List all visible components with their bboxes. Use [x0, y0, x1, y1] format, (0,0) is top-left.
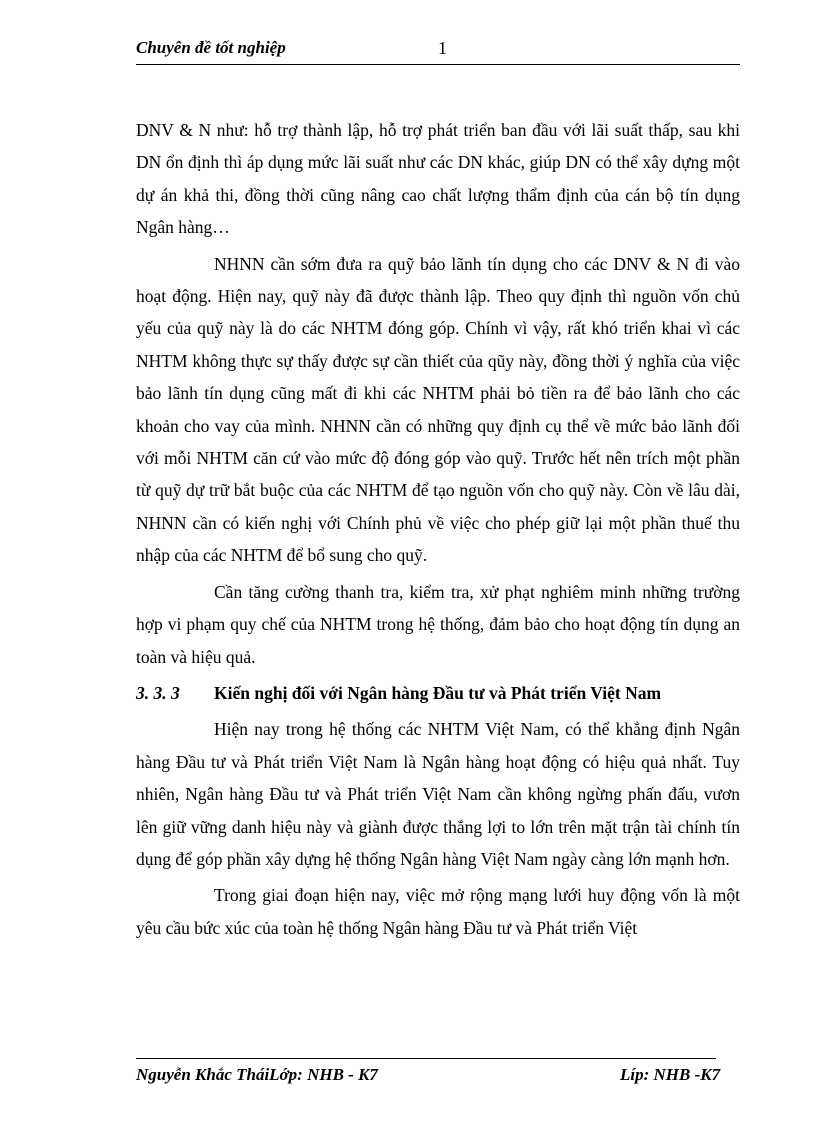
paragraph: Hiện nay trong hệ thống các NHTM Việt Nam, có thể khẳng định Ngân hàng Đầu tư và Phát triển Việt Nam là Ngân hàng hoạt động có hiệu quả nhất. Tuy nhiên, Ngân hàng Đầu tư và Phát triển Việt Nam cần không ngừng phấn đấu, vươn lên giữ vững danh hiệu này và giành được thắng lợi to lớn trên mặt trận tài chính tín dụng để góp phần xây dựng hệ thống Ngân hàng Việt Nam ngày càng lớn mạnh hơn. — [136, 719, 740, 869]
paragraph: DNV & N như: hỗ trợ thành lập, hỗ trợ phát triển ban đầu với lãi suất thấp, sau khi DN ổn định thì áp dụng mức lãi suất như các DN khác, giúp DN có thể xây dựng một dự án khả thi, đồng thời cũng nâng cao chất lượng thẩm định của cán bộ tín dụng Ngân hàng… — [136, 120, 740, 238]
footer-class: Líp: NHB -K7 — [620, 1065, 721, 1084]
page-header — [136, 36, 740, 65]
header-title: Chuyên đề tốt nghiệp — [136, 38, 286, 57]
footer-author: Nguyễn Khắc TháiLớp: NHB - K7 — [136, 1065, 378, 1084]
paragraph: Cần tăng cường thanh tra, kiểm tra, xử phạt nghiêm minh những trường hợp vi phạm quy chế của NHTM trong hệ thống, đảm bảo cho hoạt động tín dụng an toàn và hiệu quả. — [136, 581, 740, 667]
page-number: 1 — [438, 38, 447, 58]
document-body — [136, 114, 740, 944]
section-title: Kiến nghị đối với Ngân hàng Đầu tư và Phát triển Việt Nam — [214, 682, 662, 703]
paragraph: NHNN cần sớm đưa ra quỹ bảo lãnh tín dụng cho các DNV & N đi vào hoạt động. Hiện nay, quỹ này đã được thành lập. Theo quy định thì nguồn vốn chủ yếu của quỹ này là do các NHTM đóng góp. Chính vì vậy, rất khó triển khai vì các NHTM không thực sự thấy được sự cần thiết của qũy này, đồng thời ý nghĩa của việc bảo lãnh tín dụng cũng mất đi khi các NHTM phải bỏ tiền ra để bảo lãnh cho các khoản cho vay của mình. NHNN cần có những quy định cụ thể về mức bảo lãnh đối với mỗi NHTM căn cứ vào mức độ đóng góp vào quỹ. Trước hết nên trích một phần từ quỹ dự trữ bắt buộc của các NHTM để tạo nguồn vốn cho quỹ này. Còn về lâu dài, NHNN cần có kiến nghị với Chính phủ về việc cho phép giữ lại một phần thuế thu nhập của các NHTM để bổ sung cho quỹ. — [136, 253, 740, 566]
footer-divider — [136, 1058, 716, 1059]
section-heading — [136, 677, 740, 709]
section-number: 3. 3. 3 — [136, 682, 180, 703]
paragraph: Trong giai đoạn hiện nay, việc mở rộng mạng lưới huy động vốn là một yêu cầu bức xúc của toàn hệ thống Ngân hàng Đầu tư và Phát triển Việt — [136, 885, 740, 938]
